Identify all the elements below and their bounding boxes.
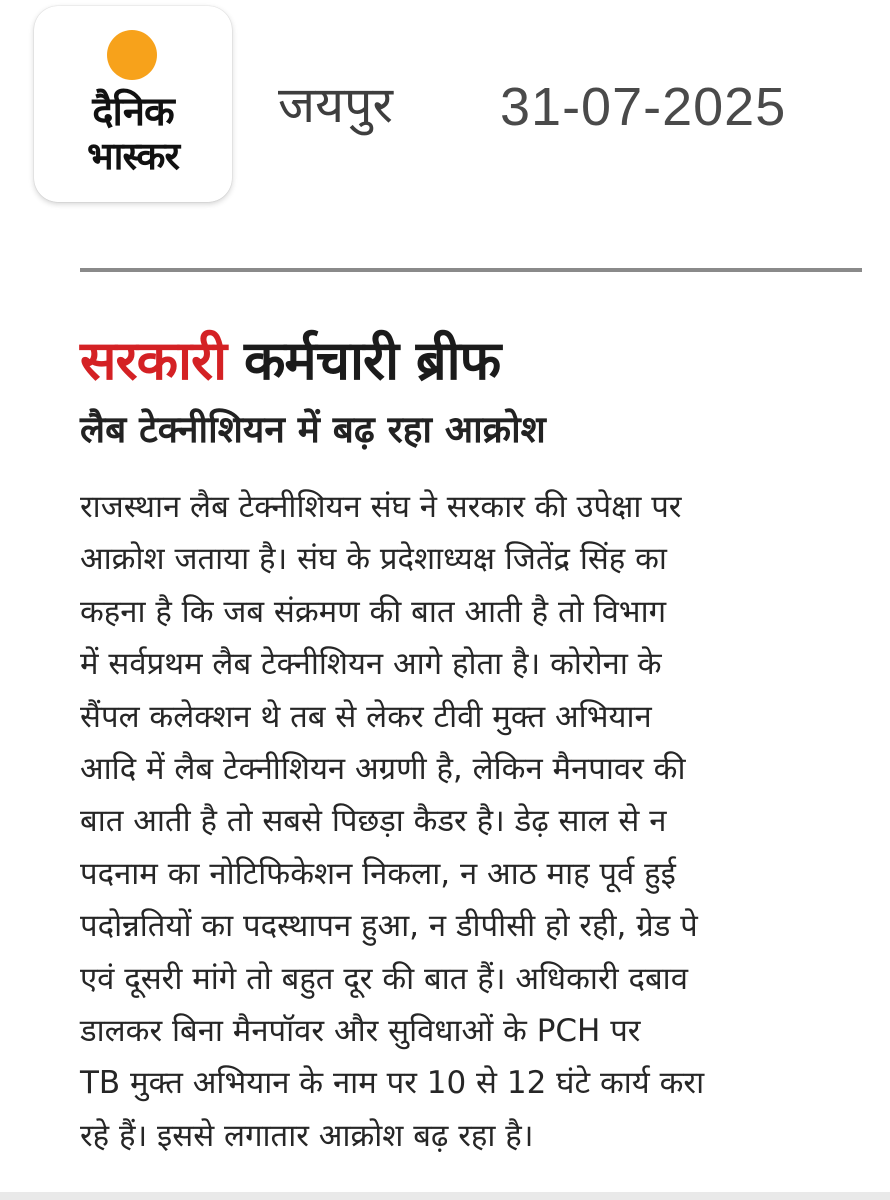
article-line: कहना है कि जब संक्रमण की बात आती है तो विभाग (80, 593, 667, 630)
article-line: पदोन्नतियों का पदस्थापन हुआ, न डीपीसी हो रही, ग्रेड पे (80, 908, 698, 945)
article-line: डालकर बिना मैनपॉवर और सुविधाओं के PCH पर (80, 1012, 641, 1049)
section-kicker: सरकारी (80, 329, 227, 392)
article-line: आदि में लैब टेक्नीशियन अग्रणी है, लेकिन मैनपावर की (80, 750, 686, 787)
logo-text-line-1: दैनिक (92, 89, 174, 135)
article-line: एवं दूसरी मांगे तो बहुत दूर की बात हैं। अधिकारी दबाव (80, 960, 688, 997)
edition-date: 31-07-2025 (500, 77, 787, 137)
section-title-rest: कर्मचारी ब्रीफ (243, 329, 501, 392)
logo-text-line-2: भास्कर (86, 134, 180, 178)
article-line: सैंपल कलेक्शन थे तब से लेकर टीवी मुक्त अभियान (80, 698, 652, 735)
article-line: राजस्थान लैब टेक्नीशियन संघ ने सरकार की उपेक्षा पर (80, 489, 682, 525)
article-body (80, 481, 880, 1162)
article-line: पदनाम का नोटिफिकेशन निकला, न आठ माह पूर्व हुई (80, 855, 676, 892)
sun-icon (107, 30, 157, 80)
article-line: बात आती है तो सबसे पिछड़ा कैडर है। डेढ़ साल से न (80, 803, 667, 840)
section-title (80, 328, 500, 394)
article-headline: लैब टेक्नीशियन में बढ़ रहा आक्रोश (80, 408, 546, 451)
article-line: आक्रोश जताया है। संघ के प्रदेशाध्यक्ष जितेंद्र सिंह का (80, 541, 667, 578)
edition-city: जयपुर (278, 76, 393, 134)
article-line: में सर्वप्रथम लैब टेक्नीशियन आगे होता है। कोरोना के (80, 646, 662, 683)
article-line: TB मुक्त अभियान के नाम पर 10 से 12 घंटे कार्य करा (80, 1065, 705, 1102)
page-bottom-edge (0, 1192, 890, 1200)
article-line: रहे हैं। इससे लगातार आक्रोश बढ़ रहा है। (80, 1117, 534, 1154)
header-divider (80, 268, 862, 272)
newspaper-logo (34, 6, 232, 202)
